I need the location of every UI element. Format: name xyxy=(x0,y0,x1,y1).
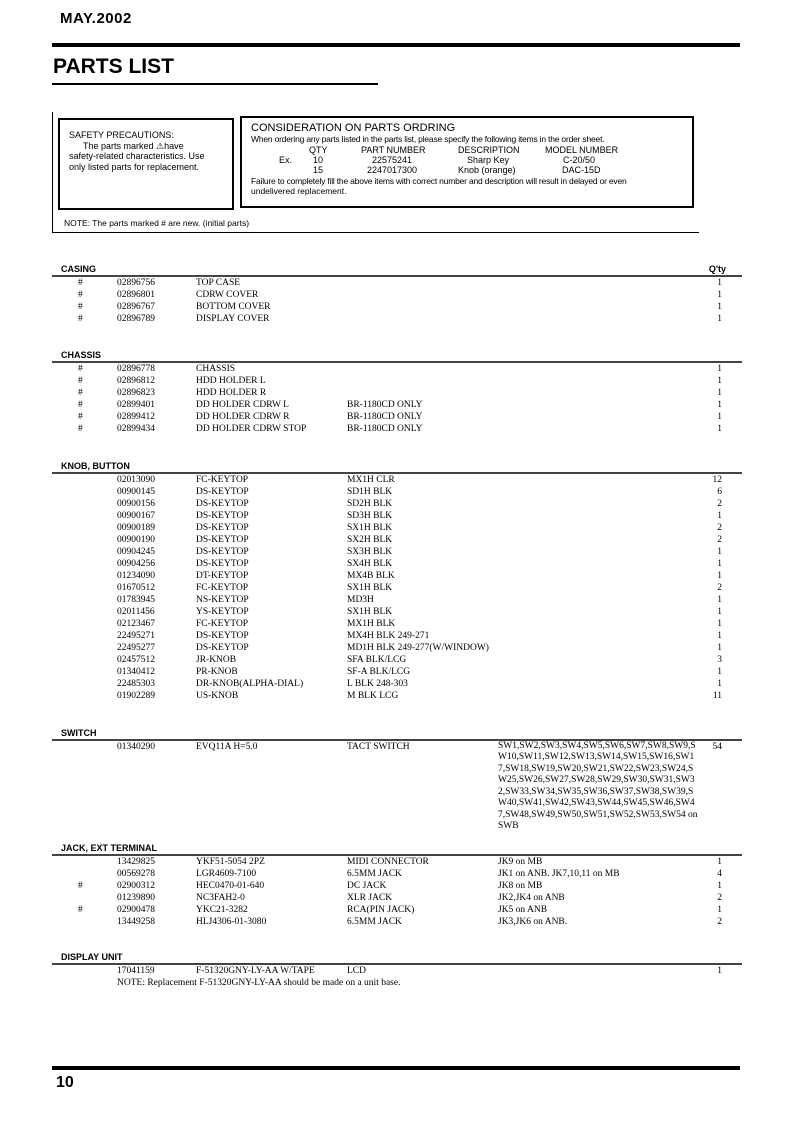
part-number: 02899434 xyxy=(117,423,155,434)
table-row xyxy=(52,594,742,606)
part-number: 17041159 xyxy=(117,965,155,976)
part-number: 13449258 xyxy=(117,916,155,927)
specification: MX4B BLK xyxy=(347,570,395,581)
specification: MX4H BLK 249-271 xyxy=(347,630,430,641)
quantity: 1 xyxy=(717,277,722,288)
table-row xyxy=(52,582,742,594)
specification: SX1H BLK xyxy=(347,606,393,617)
table-row xyxy=(52,510,742,522)
part-number: 02013090 xyxy=(117,474,155,485)
example-cell: 22575241 xyxy=(372,154,413,165)
example-cell: 2247017300 xyxy=(367,164,418,175)
quantity: 1 xyxy=(717,666,722,677)
description: HDD HOLDER R xyxy=(196,387,267,398)
specification: MD3H xyxy=(347,594,374,605)
specification: L BLK 248-303 xyxy=(347,678,408,689)
part-number: 02896812 xyxy=(117,375,155,386)
specification: BR-1180CD ONLY xyxy=(347,411,423,422)
table-row xyxy=(52,375,742,387)
new-mark: # xyxy=(78,375,83,386)
part-number: 02899401 xyxy=(117,399,155,410)
description: DS-KEYTOP xyxy=(196,534,249,545)
table-row xyxy=(52,868,742,880)
example-cell: 10 xyxy=(313,154,324,165)
table-row xyxy=(52,387,742,399)
divider xyxy=(52,1066,740,1070)
table-row xyxy=(52,678,742,690)
quantity: 1 xyxy=(717,411,722,422)
consideration-intro: When ordering any parts listed in the parts list, please specify the following items in the order sheet. xyxy=(251,134,605,144)
specification: SX1H BLK xyxy=(347,582,393,593)
section-note xyxy=(52,977,742,989)
description: TOP CASE xyxy=(196,277,241,288)
table-row xyxy=(52,892,742,904)
description: PR-KNOB xyxy=(196,666,238,677)
quantity: 1 xyxy=(717,642,722,653)
description: YKC21-3282 xyxy=(196,904,248,915)
description: DISPLAY COVER xyxy=(196,313,270,324)
description: DR-KNOB(ALPHA-DIAL) xyxy=(196,678,304,689)
section-name: KNOB, BUTTON xyxy=(61,461,130,471)
description: DS-KEYTOP xyxy=(196,546,249,557)
quantity: 1 xyxy=(717,363,722,374)
location-note: JK8 on MB xyxy=(498,880,543,891)
description: CHASSIS xyxy=(196,363,236,374)
new-mark: # xyxy=(78,277,83,288)
specification: SFA BLK/LCG xyxy=(347,654,407,665)
table-row xyxy=(52,474,742,486)
quantity: 1 xyxy=(717,289,722,300)
part-number: 01239890 xyxy=(117,892,155,903)
quantity: 1 xyxy=(717,880,722,891)
new-mark: # xyxy=(78,387,83,398)
new-mark: # xyxy=(78,411,83,422)
part-number: 02899412 xyxy=(117,411,155,422)
section-title xyxy=(52,728,742,738)
new-mark: # xyxy=(78,880,83,891)
part-number: 02011456 xyxy=(117,606,155,617)
quantity: 6 xyxy=(717,486,722,497)
example-cell: 15 xyxy=(313,164,324,175)
description: JR-KNOB xyxy=(196,654,237,665)
part-number: 00900156 xyxy=(117,498,155,509)
description: CDRW COVER xyxy=(196,289,259,300)
description: DS-KEYTOP xyxy=(196,510,249,521)
table-row xyxy=(52,642,742,654)
description: HEC0470-01-640 xyxy=(196,880,265,891)
part-number: 01340412 xyxy=(117,666,155,677)
quantity: 1 xyxy=(717,558,722,569)
new-mark: # xyxy=(78,289,83,300)
part-number: 02896823 xyxy=(117,387,155,398)
table-row xyxy=(52,630,742,642)
column-header: MODEL NUMBER xyxy=(545,144,619,155)
part-number: 02896767 xyxy=(117,301,155,312)
description: NC3FAH2-0 xyxy=(196,892,245,903)
specification: SF-A BLK/LCG xyxy=(347,666,411,677)
page-number: 10 xyxy=(56,1074,74,1091)
part-number: 02896789 xyxy=(117,313,155,324)
specification: TACT SWITCH xyxy=(347,741,410,752)
section-jack-ext-terminal xyxy=(52,843,742,928)
part-number: 02900312 xyxy=(117,880,155,891)
table-row xyxy=(52,666,742,678)
consideration-warning: Failure to completely fill the above items with correct number and description will result in delayed or even xyxy=(251,175,627,186)
quantity: 3 xyxy=(717,654,722,665)
description: DS-KEYTOP xyxy=(196,630,249,641)
description: DD HOLDER CDRW STOP xyxy=(196,423,307,434)
quantity: 2 xyxy=(717,892,722,903)
safety-precautions-box xyxy=(58,118,234,210)
section-title xyxy=(52,952,742,962)
part-number: 02123467 xyxy=(117,618,155,629)
new-mark: # xyxy=(78,399,83,410)
date-header: MAY.2002 xyxy=(60,10,132,27)
quantity: 1 xyxy=(717,546,722,557)
quantity: 1 xyxy=(717,387,722,398)
safety-text: safety-related characteristics. Use xyxy=(69,151,205,161)
location-note: JK5 on ANB xyxy=(498,904,548,915)
description: FC-KEYTOP xyxy=(196,618,249,629)
safety-text: The parts marked xyxy=(83,140,154,151)
table-row xyxy=(52,289,742,301)
new-mark: # xyxy=(78,363,83,374)
description: DT-KEYTOP xyxy=(196,570,249,581)
table-row xyxy=(52,301,742,313)
table-row xyxy=(52,277,742,289)
description: YKF51-5054 2PZ xyxy=(196,856,265,867)
quantity: 1 xyxy=(717,606,722,617)
description: DS-KEYTOP xyxy=(196,498,249,509)
location-note: JK3,JK6 on ANB. xyxy=(498,916,568,927)
new-mark: # xyxy=(78,904,83,915)
location-note: JK1 on ANB. JK7,10,11 on MB xyxy=(498,868,620,879)
table-row xyxy=(52,423,742,435)
table-row xyxy=(52,880,742,892)
new-parts-note: NOTE: The parts marked # are new. (initial parts) xyxy=(64,218,250,228)
quantity: 1 xyxy=(717,301,722,312)
quantity: 2 xyxy=(717,498,722,509)
description: DS-KEYTOP xyxy=(196,486,249,497)
table-row xyxy=(52,558,742,570)
location-note: JK9 on MB xyxy=(498,856,543,867)
divider xyxy=(52,43,740,47)
part-number: 22495277 xyxy=(117,642,155,653)
part-number: 01340290 xyxy=(117,741,155,752)
qty-column-header: Q'ty xyxy=(708,264,726,274)
specification: MX1H BLK xyxy=(347,618,396,629)
part-number: 02900478 xyxy=(117,904,155,915)
section-title xyxy=(52,350,742,360)
page-title: PARTS LIST xyxy=(53,55,174,78)
part-number: 00904256 xyxy=(117,558,155,569)
new-mark: # xyxy=(78,423,83,434)
new-mark: # xyxy=(78,301,83,312)
location-note: SW1,SW2,SW3,SW4,SW5,SW6,SW7,SW8,SW9,SW10,SW11,SW12,SW13,SW14,SW15,SW16,SW17,SW18,SW19,SW20,SW21,SW22,SW23,SW24,SW25,SW26,SW27,SW28,SW29,SW30,SW31,SW32,SW33,SW34,SW35,SW36,SW37,SW38,SW39,SW40,SW41,SW42,SW43,SW44,SW45,SW46,SW47,SW48,SW49,SW50,SW51,SW52,SW53,SW54 on SWB xyxy=(498,740,698,831)
section-display-unit xyxy=(52,952,742,989)
section-title xyxy=(52,843,742,853)
table-row xyxy=(52,740,742,831)
section-title xyxy=(52,461,742,471)
column-header: DESCRIPTION xyxy=(458,144,520,155)
description: US-KNOB xyxy=(196,690,239,701)
specification: BR-1180CD ONLY xyxy=(347,423,423,434)
description: DS-KEYTOP xyxy=(196,642,249,653)
specification: BR-1180CD ONLY xyxy=(347,399,423,410)
quantity: 54 xyxy=(712,741,722,752)
table-row xyxy=(52,618,742,630)
table-row xyxy=(52,654,742,666)
part-number: 01670512 xyxy=(117,582,155,593)
part-number: 02457512 xyxy=(117,654,155,665)
quantity: 1 xyxy=(717,313,722,324)
table-row xyxy=(52,486,742,498)
quantity: 1 xyxy=(717,423,722,434)
quantity: 1 xyxy=(717,570,722,581)
table-row xyxy=(52,411,742,423)
quantity: 1 xyxy=(717,965,722,976)
quantity: 1 xyxy=(717,399,722,410)
specification: MD1H BLK 249-277(W/WINDOW) xyxy=(347,642,489,653)
description: LGR4609-7100 xyxy=(196,868,257,879)
divider xyxy=(52,83,378,85)
part-number: 00904245 xyxy=(117,546,155,557)
table-row xyxy=(52,534,742,546)
part-number: 22495271 xyxy=(117,630,155,641)
table-row xyxy=(52,522,742,534)
table-row xyxy=(52,965,742,977)
quantity: 4 xyxy=(717,868,722,879)
column-header: PART NUMBER xyxy=(361,144,426,155)
specification: 6.5MM JACK xyxy=(347,868,402,879)
location-note: JK2,JK4 on ANB xyxy=(498,892,565,903)
part-number: 01234090 xyxy=(117,570,155,581)
description: DS-KEYTOP xyxy=(196,558,249,569)
part-number: 00569278 xyxy=(117,868,155,879)
part-number: 13429825 xyxy=(117,856,155,867)
safety-title: SAFETY PRECAUTIONS: xyxy=(69,130,174,140)
specification: SX1H BLK xyxy=(347,522,393,533)
description: F-51320GNY-LY-AA W/TAPE xyxy=(196,965,315,976)
section-name: DISPLAY UNIT xyxy=(61,952,123,962)
description: DS-KEYTOP xyxy=(196,522,249,533)
quantity: 1 xyxy=(717,510,722,521)
description: FC-KEYTOP xyxy=(196,582,249,593)
consideration-warning: undelivered replacement. xyxy=(251,186,347,196)
specification: SD1H BLK xyxy=(347,486,393,497)
quantity: 2 xyxy=(717,534,722,545)
section-switch xyxy=(52,728,742,831)
quantity: 1 xyxy=(717,375,722,386)
quantity: 12 xyxy=(712,474,722,485)
part-number: 00900145 xyxy=(117,486,155,497)
quantity: 1 xyxy=(717,856,722,867)
table-row xyxy=(52,546,742,558)
specification: DC JACK xyxy=(347,880,387,891)
specification: MIDI CONNECTOR xyxy=(347,856,429,867)
specification: SD2H BLK xyxy=(347,498,393,509)
part-number: 01902289 xyxy=(117,690,155,701)
table-row xyxy=(52,904,742,916)
section-name: CHASSIS xyxy=(61,350,102,360)
part-number: 00900189 xyxy=(117,522,155,533)
description: DD HOLDER CDRW L xyxy=(196,399,289,410)
part-number: 00900167 xyxy=(117,510,155,521)
quantity: 11 xyxy=(712,690,722,701)
new-mark: # xyxy=(78,313,83,324)
quantity: 2 xyxy=(717,522,722,533)
quantity: 2 xyxy=(717,582,722,593)
table-row xyxy=(52,399,742,411)
description: DD HOLDER CDRW R xyxy=(196,411,290,422)
part-number: 02896778 xyxy=(117,363,155,374)
specification: LCD xyxy=(347,965,366,976)
description: NS-KEYTOP xyxy=(196,594,249,605)
specification: SX4H BLK xyxy=(347,558,393,569)
specification: M BLK LCG xyxy=(347,690,399,701)
description: EVQ11A H=5.0 xyxy=(196,741,258,752)
table-row xyxy=(52,313,742,325)
example-cell: DAC-15D xyxy=(562,164,601,175)
description: YS-KEYTOP xyxy=(196,606,249,617)
section-casing xyxy=(52,264,742,325)
part-number: 22485303 xyxy=(117,678,155,689)
specification: RCA(PIN JACK) xyxy=(347,904,415,915)
section-name: SWITCH xyxy=(61,728,97,738)
specification: 6.5MM JACK xyxy=(347,916,402,927)
safety-text: only listed parts for replacement. xyxy=(69,161,200,172)
specification: MX1H CLR xyxy=(347,474,395,485)
section-knob-button xyxy=(52,461,742,702)
safety-text: have xyxy=(164,140,184,151)
table-row xyxy=(52,856,742,868)
example-cell: Sharp Key xyxy=(467,154,510,165)
description: FC-KEYTOP xyxy=(196,474,249,485)
specification: SD3H BLK xyxy=(347,510,393,521)
table-row xyxy=(52,916,742,928)
warning-triangle-icon: ⚠ xyxy=(156,140,165,151)
quantity: 1 xyxy=(717,630,722,641)
quantity: 1 xyxy=(717,618,722,629)
section-chassis xyxy=(52,350,742,435)
table-row xyxy=(52,363,742,375)
quantity: 1 xyxy=(717,678,722,689)
part-number: 02896756 xyxy=(117,277,155,288)
column-header: QTY xyxy=(309,144,328,155)
example-label: Ex. xyxy=(279,154,293,165)
part-number: 02896801 xyxy=(117,289,155,300)
description: HLJ4306-01-3080 xyxy=(196,916,267,927)
description: HDD HOLDER L xyxy=(196,375,266,386)
part-number: 00900190 xyxy=(117,534,155,545)
description: BOTTOM COVER xyxy=(196,301,271,312)
quantity: 1 xyxy=(717,594,722,605)
table-row xyxy=(52,570,742,582)
note-text: NOTE: Replacement F-51320GNY-LY-AA should be made on a unit base. xyxy=(117,977,401,988)
table-row xyxy=(52,606,742,618)
table-row xyxy=(52,498,742,510)
quantity: 1 xyxy=(717,904,722,915)
section-name: JACK, EXT TERMINAL xyxy=(61,843,158,853)
example-cell: Knob (orange) xyxy=(458,164,516,175)
ordering-consideration-box xyxy=(240,116,694,208)
part-number: 01783945 xyxy=(117,594,155,605)
section-name: CASING xyxy=(61,264,97,274)
consideration-title: CONSIDERATION ON PARTS ORDRING xyxy=(251,122,456,134)
section-title xyxy=(52,264,742,274)
specification: SX3H BLK xyxy=(347,546,393,557)
specification: XLR JACK xyxy=(347,892,393,903)
quantity: 2 xyxy=(717,916,722,927)
example-cell: C-20/50 xyxy=(563,154,596,165)
specification: SX2H BLK xyxy=(347,534,393,545)
table-row xyxy=(52,690,742,702)
